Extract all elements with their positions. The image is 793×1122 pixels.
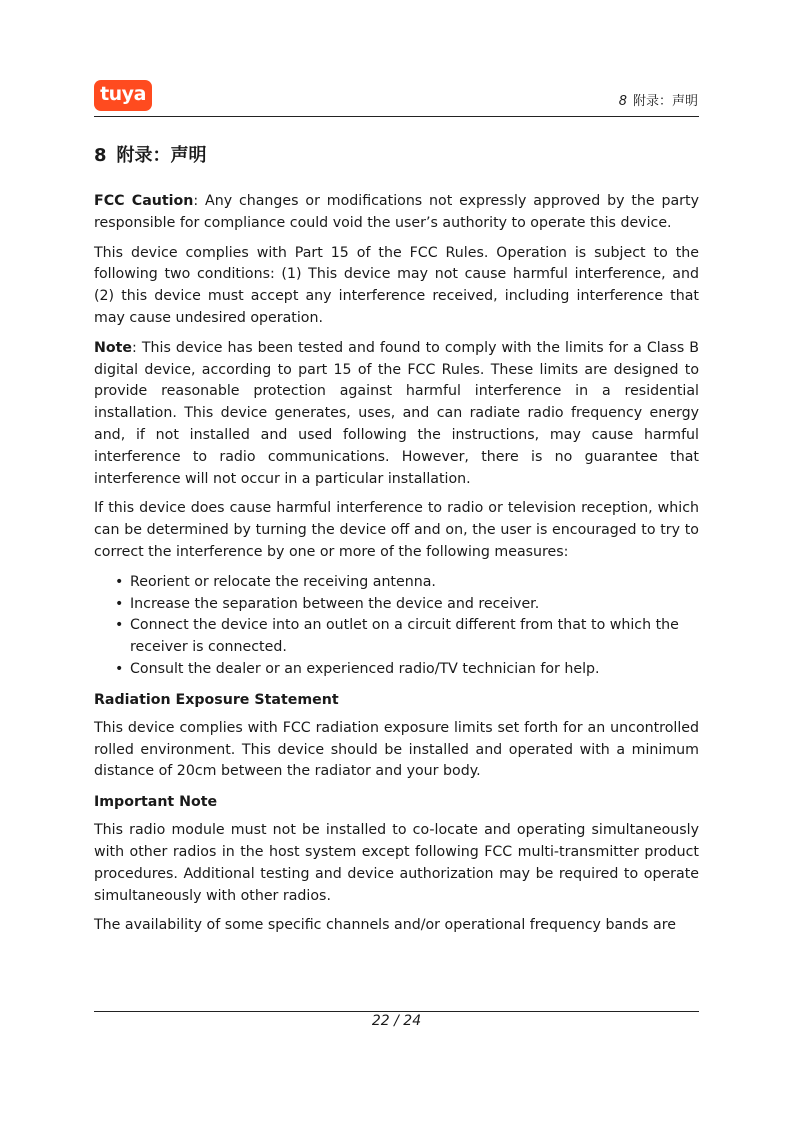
measures-list [94, 572, 699, 681]
radiation-heading: Radiation Exposure Statement [94, 691, 339, 708]
page-number: 22 / 24 [371, 1013, 422, 1029]
fcc-caution-paragraph [94, 191, 699, 235]
tuya-logo [94, 80, 152, 111]
important-note-paragraph: This radio module must not be installed to co-locate and operating simultaneously with other radios in the host system except following FCC multi-transmitter product procedures. Additional testing and device authorization may be required to operate simultaneously with other radios. [94, 822, 699, 904]
channels-paragraph: The availability of some specific channels and/or operational frequency bands are [94, 917, 676, 934]
note-text: : This device has been tested and found to comply with the limits for a Class B digital device, according to part 15 of the FCC Rules. These limits are designed to provide reasonable protection against harmful interference in a residential installation. This device generates, uses, and can radiate radio frequency energy and, if not installed and used following the instructions, may cause harmful interference to radio communications. However, there is no guarantee that interference will not occur in a particular installation. [94, 339, 699, 487]
section-title-number: 8 [94, 145, 107, 166]
header-section-number: 8 [618, 94, 627, 109]
radiation-paragraph: This device complies with FCC radiation exposure limits set forth for an uncontrolled rolled environment. This device should be installed and operated with a minimum distance of 20cm between the radiator and your body. [94, 719, 699, 780]
bullet-icon: • [115, 660, 124, 677]
logo-text: tuya [100, 83, 146, 105]
important-note-heading: Important Note [94, 794, 218, 811]
bullet-icon: • [115, 595, 124, 612]
section-title-text: 附录：声明 [116, 145, 207, 166]
footer-divider [94, 1011, 699, 1012]
part15-paragraph: This device complies with Part 15 of the FCC Rules. Operation is subject to the following two conditions: (1) This device may not cause harmful interference, and (2) this device must accept any interference received, including interference that may cause undesired operation. [94, 244, 699, 326]
interference-paragraph: If this device does cause harmful interference to radio or television reception, which can be determined by turning the device off and on, the user is encouraged to try to correct the interference by one or more of the following measures: [94, 500, 699, 560]
list-item: • Increase the separation between the device and receiver. [94, 594, 699, 616]
list-item: • Consult the dealer or an experienced radio/TV technician for help. [94, 659, 699, 681]
note-lead: Note [94, 339, 133, 356]
fcc-caution-text: : Any changes or modifications not expressly approved by the party responsible for compliance could void the user’s authority to operate this device. [94, 193, 699, 231]
header-divider [94, 116, 699, 117]
bullet-icon: • [115, 617, 124, 634]
list-item: • Connect the device into an outlet on a circuit different from that to which the receiver is connected. [115, 617, 679, 656]
bullet-icon: • [115, 573, 124, 590]
fcc-caution-lead: FCC Caution [94, 193, 194, 209]
note-paragraph [94, 338, 699, 491]
running-header [619, 90, 698, 109]
header-section-label: 附录：声明 [632, 94, 698, 109]
document-body [94, 191, 699, 937]
section-title [94, 141, 207, 167]
list-item: • Reorient or relocate the receiving antenna. [94, 572, 699, 594]
